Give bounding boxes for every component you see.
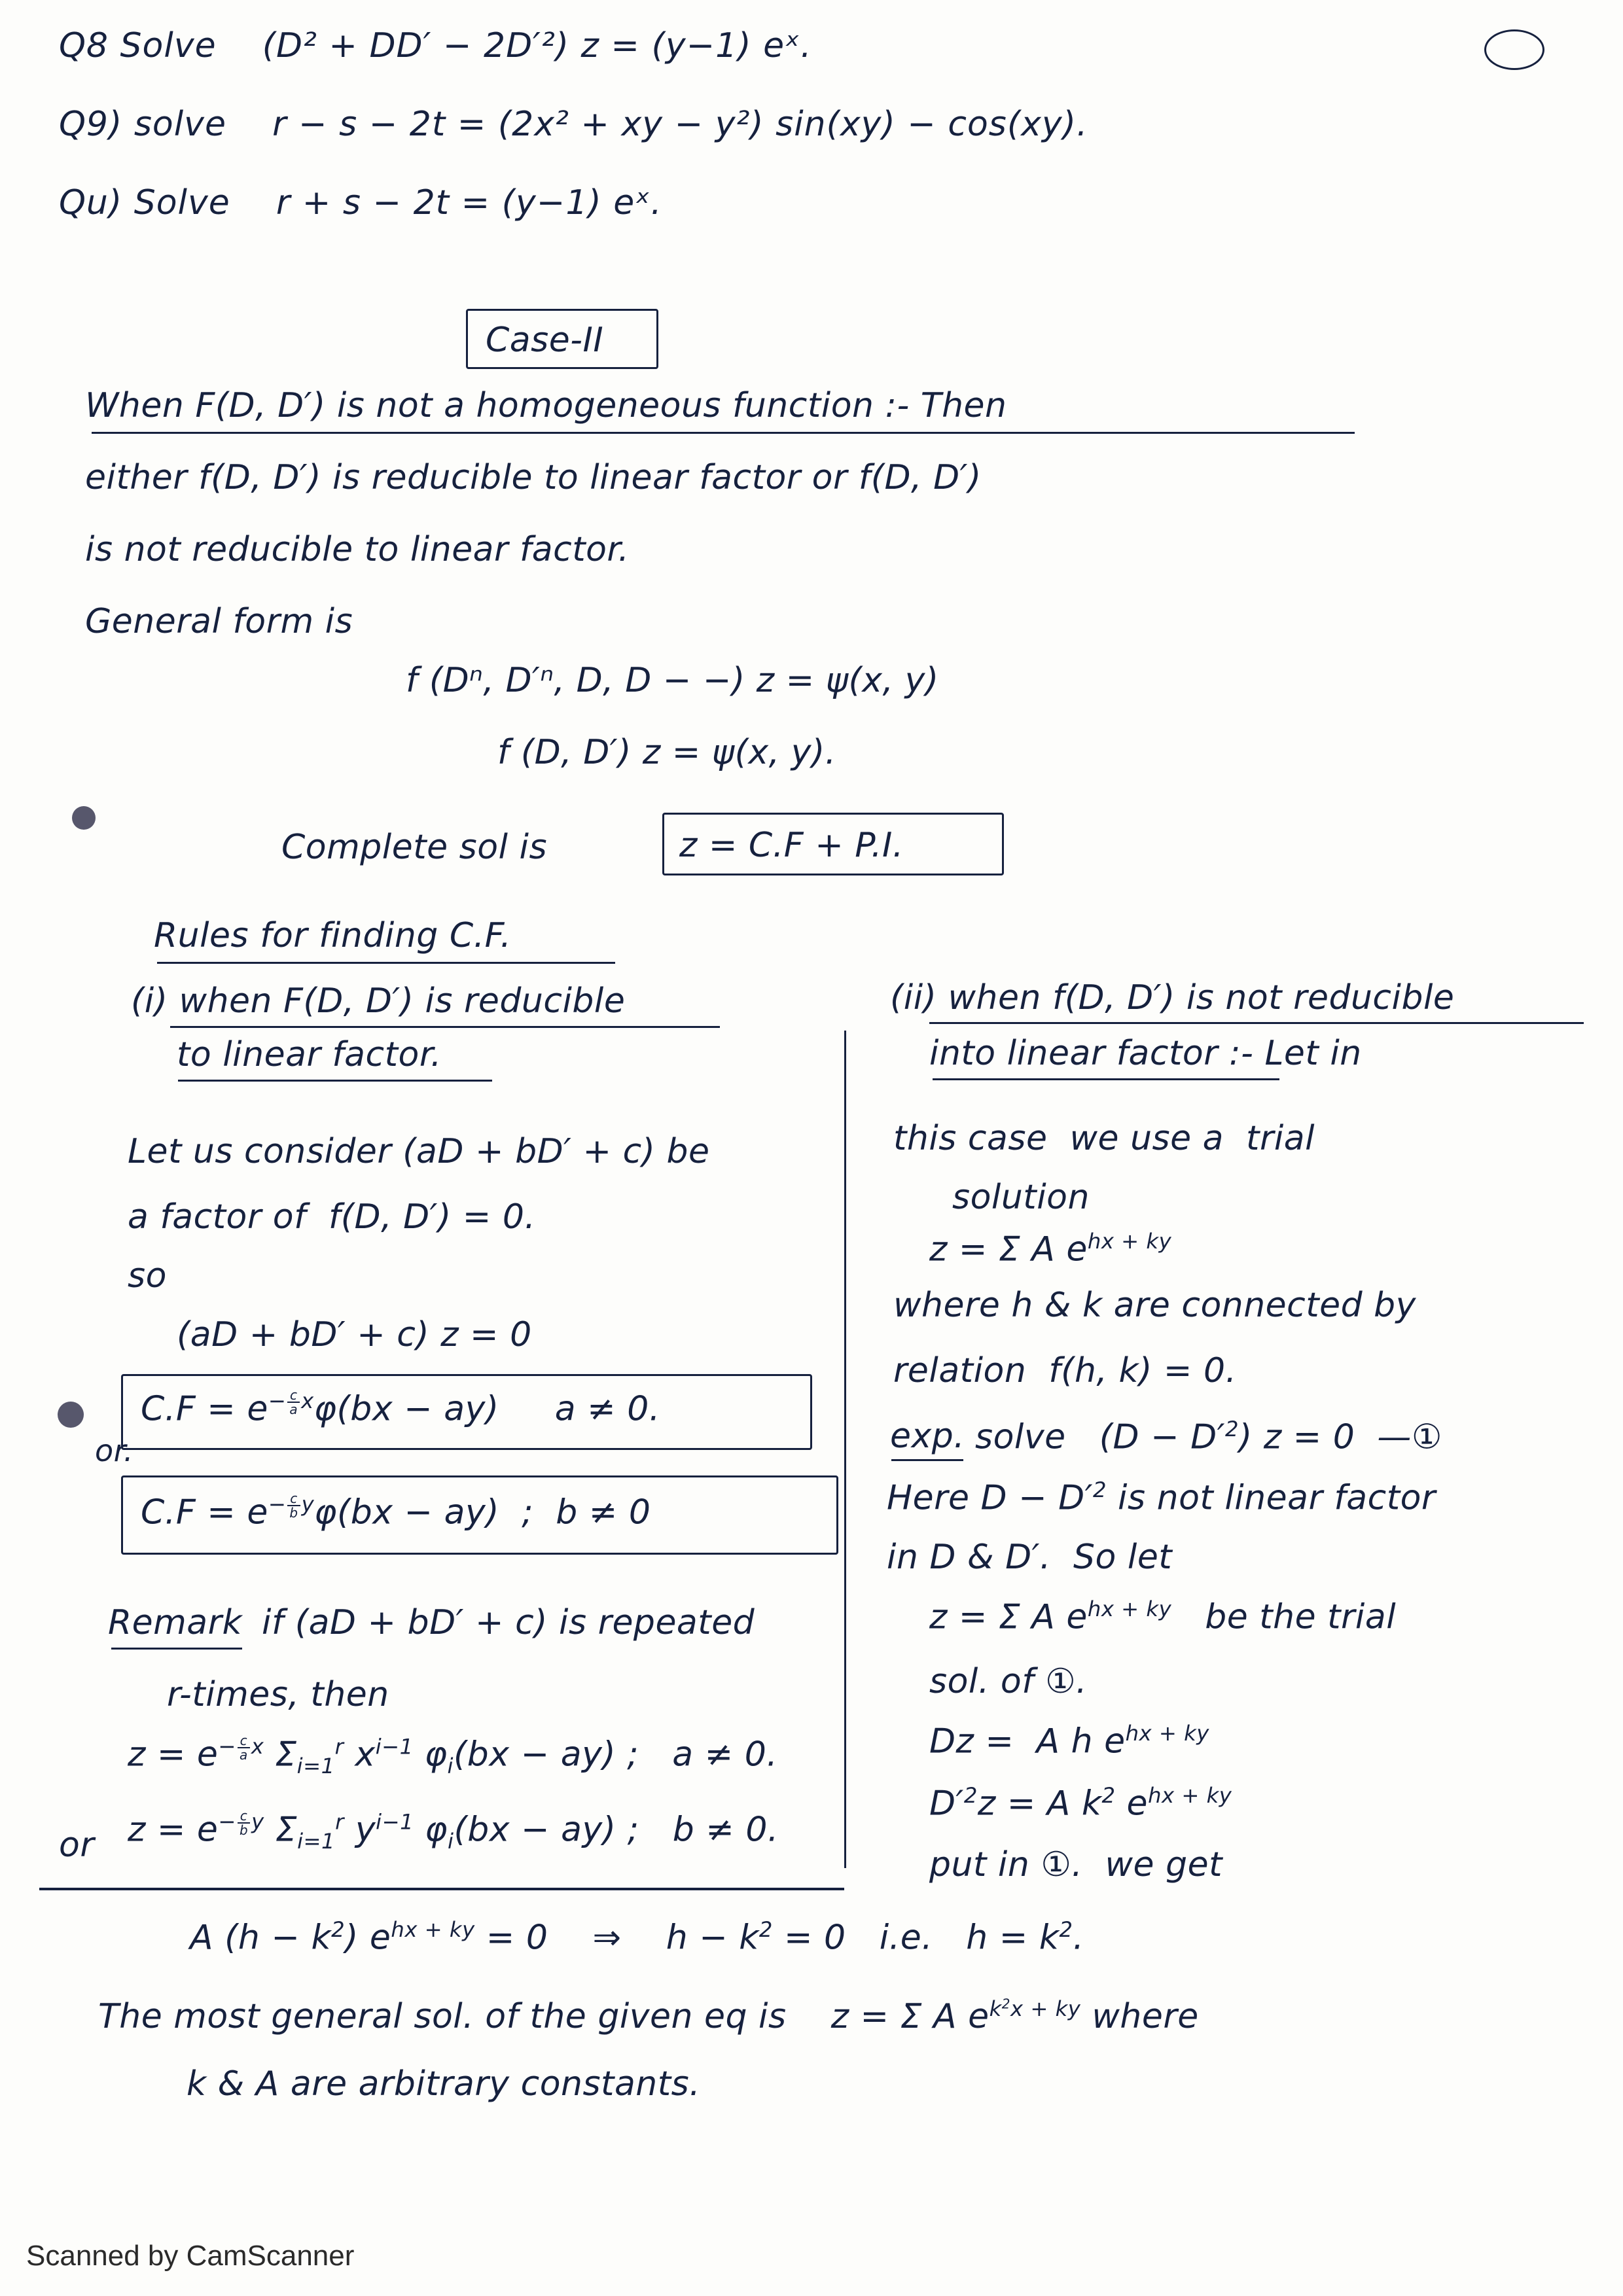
remark-or-label: or <box>59 1826 95 1865</box>
rule-i-line-2: a factor of f(D, D′) = 0. <box>128 1197 536 1237</box>
rule-i-line-3: so <box>128 1256 167 1296</box>
underline-rule-i-1 <box>170 1026 720 1028</box>
case-line-1: When F(D, D′) is not a homogeneous function :- Then <box>85 386 1007 425</box>
underline-case-line-1 <box>92 432 1355 434</box>
example-line-4: sol. of ①. <box>929 1662 1088 1701</box>
underline-rule-ii-2 <box>933 1078 1279 1080</box>
case-two-title: Case-II <box>486 321 604 360</box>
remark-heading: Remark <box>108 1603 243 1642</box>
ink-blot-1 <box>72 806 96 830</box>
cf-equation-1: $C.F = e^{- \frac{c}{a} x}\varphi(bx - ay)$ a ≠ 0. <box>141 1387 660 1429</box>
underline-rules-heading <box>157 962 615 964</box>
example-line-1: Here $D - D'^2$ is not linear factor <box>887 1477 1436 1518</box>
underline-rule-ii-1 <box>929 1022 1584 1024</box>
rule-i-heading-line-2: to linear factor. <box>177 1035 442 1074</box>
remark-line-1: if (aD + bD′ + c) is repeated <box>262 1603 755 1642</box>
page-number-circle <box>1484 29 1544 70</box>
question-10: Qu) Solve r + s − 2t = (y−1) eˣ. <box>59 183 662 222</box>
bottom-line-3: k & A are arbitrary constants. <box>187 2064 701 2104</box>
general-form-label: General form is <box>85 602 353 641</box>
column-divider <box>844 1031 846 1868</box>
question-8: Q8 Solve (D² + DD′ − 2D′²) z = (y−1) eˣ. <box>59 26 812 65</box>
complete-solution-equation: z = C.F + P.I. <box>679 826 904 865</box>
rule-i-line-4: (aD + bD′ + c) z = 0 <box>177 1315 532 1354</box>
general-form-eq-1: f (Dⁿ, D′ⁿ, D, D − −) z = ψ(x, y) <box>406 661 939 700</box>
rule-ii-line-2: solution <box>952 1178 1090 1217</box>
example-line: solve $(D - D'^2)$ z = 0 —① <box>975 1417 1443 1457</box>
underline-remark <box>111 1648 242 1650</box>
rule-i-line-1: Let us consider (aD + bD′ + c) be <box>128 1132 710 1171</box>
rule-ii-line-5: relation f(h, k) = 0. <box>893 1351 1237 1390</box>
case-line-2: either f(D, D′) is reducible to linear factor or f(D, D′) <box>85 458 982 497</box>
example-line-6: $D'^2z = A$ $k^2$ $e^{hx + ky}$ <box>929 1783 1232 1824</box>
rule-ii-heading-line-2: into linear factor :- Let in <box>929 1034 1362 1073</box>
rule-ii-line-4: where h & k are connected by <box>893 1286 1416 1325</box>
example-line-5: Dz = A h $e^{hx + ky}$ <box>929 1721 1209 1761</box>
rule-ii-line-3: z = Σ A $e^{hx + ky}$ <box>929 1229 1172 1269</box>
example-line-2: in D & D′. So let <box>887 1538 1173 1577</box>
complete-solution-label: Complete sol is <box>281 828 548 867</box>
example-line-3: z = Σ A $e^{hx + ky}$ be the trial <box>929 1597 1397 1637</box>
rule-ii-heading-line-1: (ii) when f(D, D′) is not reducible <box>890 978 1455 1017</box>
or-label-1: or. <box>95 1433 134 1468</box>
general-form-eq-2: f (D, D′) z = ψ(x, y). <box>497 733 836 772</box>
example-label: exp. <box>890 1417 965 1456</box>
bottom-line-2: The most general sol. of the given eq is z = Σ A $e^{k^2x + ky}$ where <box>98 1996 1199 2037</box>
case-line-3: is not reducible to linear factor. <box>85 530 630 569</box>
bottom-separator-line <box>39 1888 844 1890</box>
rule-ii-line-1: this case we use a trial <box>893 1119 1315 1158</box>
ink-blot-2 <box>58 1402 84 1428</box>
scanner-watermark: Scanned by CamScanner <box>26 2240 355 2272</box>
bottom-line-1: A $(h - k^2)$ $e^{hx + ky} = 0$ ⇒ $h - k^2 = 0$ i.e. $h = k^2$. <box>190 1917 1084 1958</box>
underline-rule-i-2 <box>178 1080 492 1082</box>
rule-i-heading-line-1: (i) when F(D, D′) is reducible <box>131 981 626 1021</box>
example-line-7: put in ①. we get <box>929 1845 1222 1884</box>
underline-example-label <box>891 1459 963 1461</box>
rules-heading: Rules for finding C.F. <box>154 916 512 955</box>
question-9: Q9) solve r − s − 2t = (2x² + xy − y²) sin(xy) − cos(xy). <box>59 105 1088 144</box>
remark-line-2: r-times, then <box>167 1675 389 1714</box>
remark-equation-1: $z = e^{- \frac{c}{a} x}$ $\Sigma_{i=1}^r$ $x^{i-1}$ $\varphi_i(bx - ay)$ ; a ≠ 0. <box>128 1733 778 1779</box>
cf-equation-2: $C.F = e^{- \frac{c}{b} y}\varphi(bx - ay)$ ; b ≠ 0 <box>141 1491 651 1532</box>
remark-equation-2: $z = e^{- \frac{c}{b} y}$ $\Sigma_{i=1}^r$ $y^{i-1}$ $\varphi_i(bx - ay)$ ; b ≠ 0. <box>128 1808 779 1854</box>
